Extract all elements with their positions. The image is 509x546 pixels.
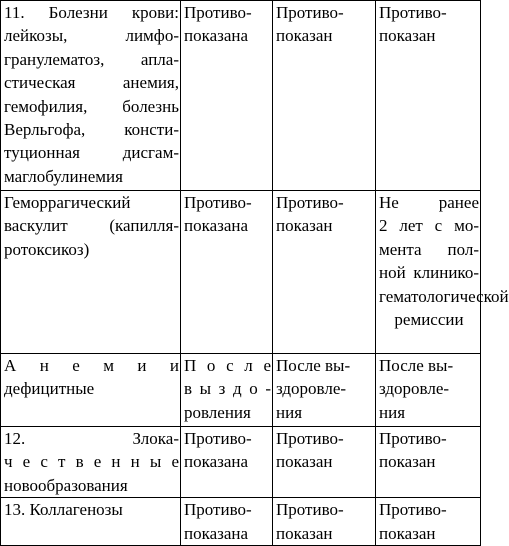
status-line: Противо- <box>379 429 447 448</box>
status-line: здоровле- <box>276 379 347 399</box>
status-line: ремиссии <box>394 310 464 330</box>
status-line: здоровле- <box>379 379 450 399</box>
disease-cell <box>1 1 181 191</box>
status-line: После вы- <box>276 356 351 375</box>
status-line: После вы- <box>379 356 454 375</box>
status-line: показан <box>276 452 333 472</box>
status-cell <box>376 498 481 546</box>
status-line: показан <box>379 26 436 46</box>
status-cell <box>181 498 273 546</box>
table-row-malignant-neoplasms <box>1 427 481 498</box>
status-line: показана <box>184 523 249 543</box>
status-line: гематологической <box>379 286 509 306</box>
status-cell <box>273 1 376 191</box>
disease-line: Верльгофа, консти- <box>4 120 179 140</box>
disease-line: маглобулинемия <box>4 166 123 186</box>
status-cell <box>181 427 273 498</box>
disease-cell <box>1 191 181 354</box>
status-line: Противо- <box>184 3 252 22</box>
status-line: ной клинико- <box>379 263 479 283</box>
disease-line: 11. Болезни крови: <box>4 3 179 22</box>
status-line: показан <box>379 452 436 472</box>
table-row-collagenoses <box>1 498 481 546</box>
status-line: Противо- <box>184 500 252 520</box>
disease-line: новообразования <box>4 475 128 495</box>
status-line: 2 лет с мо- <box>379 216 479 236</box>
status-cell <box>181 1 273 191</box>
status-line: мента пол- <box>379 239 479 259</box>
status-line: Противо- <box>276 193 344 212</box>
status-line: показан <box>276 26 333 46</box>
table-row-hemorrhagic-vasculitis <box>1 191 481 354</box>
status-cell <box>376 191 509 354</box>
status-line: показана <box>184 452 249 472</box>
status-cell <box>376 354 481 427</box>
status-line: показан <box>276 523 333 543</box>
disease-cell <box>1 354 181 427</box>
status-line: показана <box>184 216 249 236</box>
status-line: Противо- <box>379 500 447 520</box>
disease-line: ротоксикоз) <box>4 239 90 259</box>
table-row-blood-diseases <box>1 1 481 191</box>
disease-cell <box>1 427 181 498</box>
status-line: Противо- <box>276 500 344 520</box>
status-cell <box>273 354 376 427</box>
status-line: Противо- <box>184 429 252 448</box>
status-line: Противо- <box>184 193 252 212</box>
status-line: ния <box>379 402 406 422</box>
status-line: показан <box>379 523 436 543</box>
status-line: ровления <box>184 402 251 422</box>
table-row-deficiency-anemia <box>1 354 481 427</box>
disease-line: лейкозы, лимфо- <box>4 26 179 46</box>
disease-line: дефицитные <box>4 379 95 399</box>
disease-line: 13. Коллагенозы <box>4 500 123 520</box>
status-cell <box>181 354 273 427</box>
disease-line: А н е м и и <box>4 356 179 375</box>
status-cell <box>273 498 376 546</box>
status-line: показан <box>276 216 333 236</box>
status-cell <box>273 191 376 354</box>
disease-line: васкулит (капилля- <box>4 216 179 236</box>
status-cell <box>376 1 481 191</box>
disease-line: гранулематоз, апла- <box>4 49 179 69</box>
status-line: Противо- <box>276 429 344 448</box>
status-line: Противо- <box>379 3 447 22</box>
disease-line: туционная дисгам- <box>4 143 179 163</box>
status-line: показана <box>184 26 249 46</box>
disease-line: 12. Злока- <box>4 429 179 448</box>
disease-line: стическая анемия, <box>4 73 179 93</box>
status-line: в ы з д о - <box>184 379 271 399</box>
status-cell <box>376 427 481 498</box>
disease-line: ч е с т в е н н ы е <box>4 452 179 472</box>
status-line: Противо- <box>276 3 344 22</box>
status-cell <box>273 427 376 498</box>
status-line: П о с л е <box>184 356 271 375</box>
disease-line: гемофилия, болезнь <box>4 96 179 116</box>
disease-cell <box>1 498 181 546</box>
status-line: ния <box>276 402 303 422</box>
disease-line: Геморрагический <box>4 193 131 212</box>
status-line: Не ранее <box>379 193 479 212</box>
status-cell <box>181 191 273 354</box>
